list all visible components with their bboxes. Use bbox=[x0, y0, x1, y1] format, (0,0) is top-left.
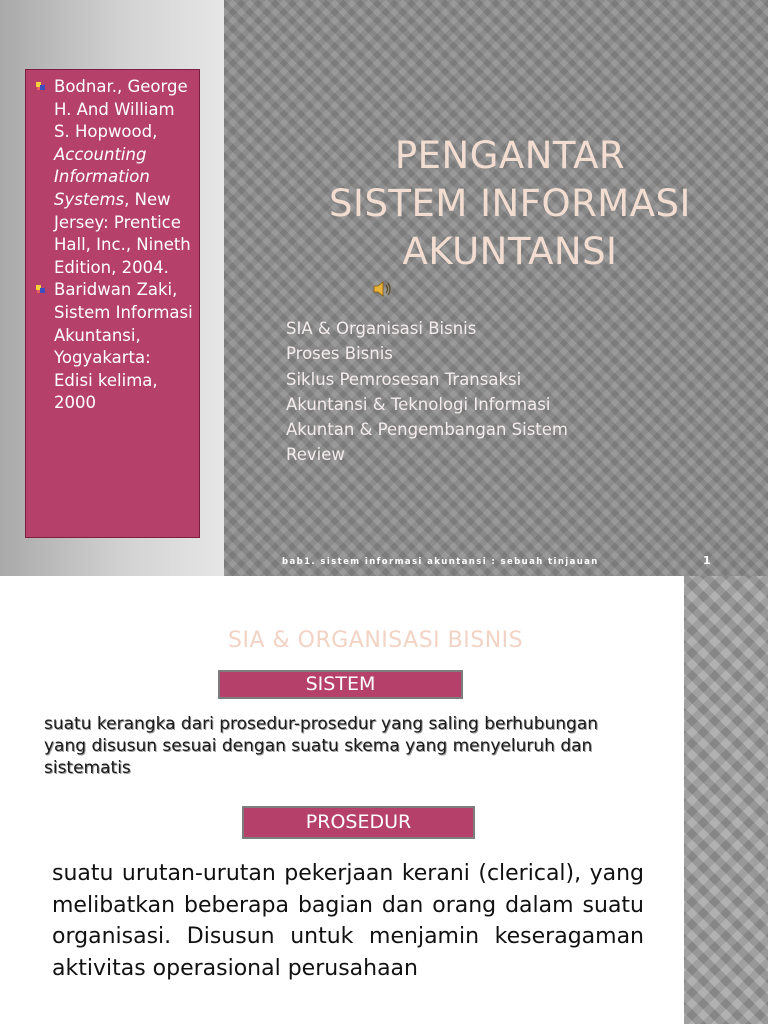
title-line: PENGANTAR bbox=[394, 134, 626, 177]
title-line: AKUNTANSI bbox=[402, 230, 618, 273]
sistem-definition: suatu kerangka dari prosedur-prosedur yang saling berhubungan yang disusun sesuai dengan suatu skema yang menyeluruh dan sistematis bbox=[44, 714, 599, 778]
reference-item bbox=[36, 76, 193, 279]
slide-2 bbox=[0, 576, 768, 1024]
prosedur-definition: suatu urutan-urutan pekerjaan kerani (clerical), yang melibatkan beberapa bagian dan orang dalam suatu organisasi. Disusun untuk menjamin keseragaman aktivitas operasional perusahaan bbox=[52, 861, 644, 981]
slide-2-side-strip bbox=[684, 576, 768, 1024]
topic-item: Siklus Pemrosesan Transaksi bbox=[286, 369, 522, 389]
topic-item: Review bbox=[286, 445, 345, 465]
bullet-icon bbox=[36, 285, 46, 294]
topic-item: Proses Bisnis bbox=[286, 344, 393, 364]
reference-2-text: Baridwan Zaki, Sistem Informasi Akuntansi, Yogyakarta: Edisi kelima, 2000 bbox=[54, 280, 193, 413]
topic-item: SIA & Organisasi Bisnis bbox=[286, 319, 477, 338]
topic-item: Akuntan & Pengembangan Sistem bbox=[286, 420, 568, 440]
topic-item: Akuntansi & Teknologi Informasi bbox=[286, 394, 551, 414]
slide-1-right-panel bbox=[224, 0, 768, 576]
bullet-icon bbox=[36, 82, 46, 91]
slide-title bbox=[300, 132, 720, 276]
slide-2-title: SIA & ORGANISASI BISNIS bbox=[228, 628, 524, 653]
sistem-label: SISTEM bbox=[218, 670, 463, 699]
slide-footer: bab1. sistem informasi akuntansi : sebuah tinjauan bbox=[282, 557, 599, 567]
topics-list bbox=[286, 316, 568, 468]
page-number: 1 bbox=[703, 554, 711, 567]
title-line: SISTEM INFORMASI bbox=[329, 182, 691, 225]
prosedur-label: PROSEDUR bbox=[242, 806, 475, 839]
reference-1-title: Accounting Information Systems bbox=[54, 144, 150, 209]
reference-1-text: Bodnar., George H. And William S. Hopwood, bbox=[54, 77, 188, 142]
reference-1-publisher: , New Jersey: Prentice Hall, Inc., Nineth Edition, 2004. bbox=[54, 189, 191, 277]
reference-item bbox=[36, 279, 193, 415]
speaker-icon[interactable] bbox=[372, 279, 394, 299]
references-box bbox=[25, 69, 200, 538]
